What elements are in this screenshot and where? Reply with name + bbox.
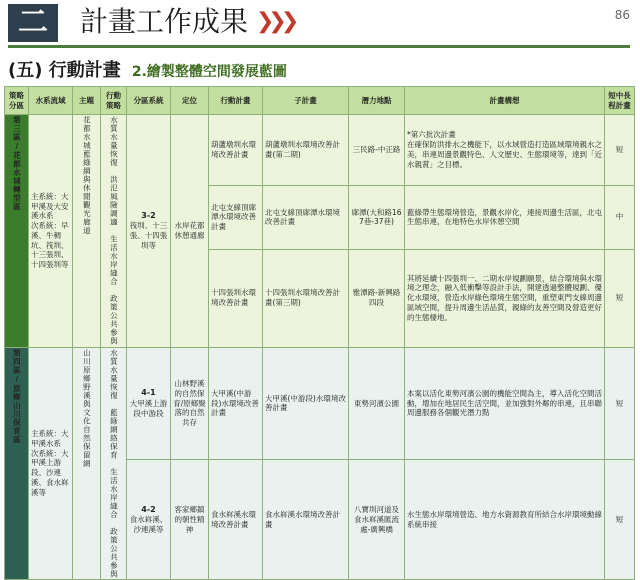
system-code: 4-1 [141,388,156,398]
system-cell [127,460,171,580]
table-row [5,115,635,186]
sub-plan-cell: 食水嵙溪水環境改善計畫 [263,460,349,580]
action-plan-table [4,86,635,580]
zone-cell: 第三區/花都水城轉型區 [5,115,29,348]
idea-cell: 本案以活化東勢河濱公園的機能空間為主，導入活化空間活動，增加在地居民生活空間，並加強對外鄰的串連，且串聯周邊服務各個觀光潛力點 [405,347,605,460]
table-header-row [5,87,635,115]
header-potential-site: 潛力地點 [349,87,405,115]
system-code: 4-2 [141,504,156,514]
position-cell: 水岸花都休憩通廊 [171,115,209,348]
system-name: 大甲溪上游段中游段 [129,398,168,418]
basin-cell: 主系統：大甲溪水系 次系統：大甲溪上游段、沙連溪、食水嵙溪等 [29,347,73,580]
title-underline [8,45,630,48]
site-cell: 八寶圳河道及食水嵙溪匯流處-廣興橋 [349,460,405,580]
plan-cell: 葫蘆墩圳水環境改善計畫 [209,115,263,186]
theme-cell: 花都水城藍綠網與休閒觀光廊道 [73,115,101,348]
term-cell: 短 [605,347,635,460]
header-sub-plan: 子計畫 [263,87,349,115]
idea-cell: 其將延續十四張圳一、二期水岸規劃願景，結合環境與水環境之理念，融入低衝擊等設計手法，開建透過整體規劃、優化水環境，營造水岸綠色環境生態空間，重塑東門支線周邊區域空間，提升周邊生活品質，親綠的友善空間及營造更好的生態棲地。 [405,249,605,347]
chevron-arrows-icon: ❯❯❯ [256,9,294,34]
plan-cell: 十四張圳水環境改善計畫 [209,249,263,347]
header-strategy-zone: 策略分區 [5,87,29,115]
position-cell: 客家鄉鎮的朝性精神 [171,460,209,580]
strategy-cell: 水質水量恢復 洪氾風險調適 生活水岸縫合 政策公共參與 [101,115,127,348]
theme-cell: 山川原鄉野溪與文化自然保留網 [73,347,101,580]
term-cell: 短 [605,460,635,580]
page-number: 86 [614,8,630,22]
system-code: 3-2 [141,210,156,220]
system-cell [127,347,171,460]
table-row [5,347,635,460]
header-plan-concept: 計畫構想 [405,87,605,115]
basin-cell: 主系統：大甲溪及大安溪水系 次系統：早溪、牛稠坑、筏圳、十三張圳、十四張圳等 [29,115,73,348]
site-cell: 三民路-中正路 [349,115,405,186]
header-zone-system: 分區系統 [127,87,171,115]
idea-cell: 藍綠帶生態環境營造，景觀水岸化，連接周邊生活區，北屯生態串連，在地特色水岸休憩空間 [405,185,605,249]
subtitle-row [8,56,287,82]
plan-cell: 北屯支線頂廍潭水環境改善計畫 [209,185,263,249]
sub-plan-cell: 北屯支線頂廍潭水環境改善計畫 [263,185,349,249]
position-cell: 山林野溪的自然保育/原鄉聚落的自然共存 [171,347,209,460]
idea-cell: *第六批次計畫 在確保防洪排水之機能下，以水域營造打造區域環境親水之美，串連周邊景觀特色、人文歷史、生態環境等，達到「近水親賞」之目標。 [405,115,605,186]
header-action-strategy: 行動策略 [101,87,127,115]
header-water-basin: 水系流域 [29,87,73,115]
system-name: 食水嵙溪、沙連溪等 [129,515,168,534]
title-bar [0,0,640,44]
header-positioning: 定位 [171,87,209,115]
idea-cell: 水生態水岸環境營造、地方水資源教育所結合水岸環境動線系統串接 [405,460,605,580]
system-name: 筏圳、十三張、十四張圳等 [129,221,168,250]
plan-cell: 大甲溪(中游段)水環境改善計畫 [209,347,263,460]
site-cell: 廍潭(大和路167巷-37巷) [349,185,405,249]
sub-plan-cell: 葫蘆墩圳水環境改善計畫(第二期) [263,115,349,186]
subtitle-section: 2.繪製整體空間發展藍圖 [131,64,287,80]
section-number-badge: 二 [8,4,58,42]
term-cell: 中 [605,185,635,249]
system-cell [127,115,171,348]
header-action-plan: 行動計畫 [209,87,263,115]
header-theme: 主題 [73,87,101,115]
strategy-cell: 水質水量恢復 藍綠網絡保育 生活水岸縫合 政策公共參與 [101,347,127,580]
zone-cell: 第四區/原鄉山川保育區 [5,347,29,580]
sub-plan-cell: 大甲溪(中游段)水環境改善計畫 [263,347,349,460]
sub-plan-cell: 十四張圳水環境改善計畫(第三期) [263,249,349,347]
plan-cell: 食水嵙溪水環境改善計畫 [209,460,263,580]
site-cell: 東勢河濱公園 [349,347,405,460]
site-cell: 雅潭路-新興路四段 [349,249,405,347]
section-title: 計畫工作成果 [80,5,249,38]
subtitle-main: (五) 行動計畫 [8,60,121,81]
term-cell: 短 [605,249,635,347]
header-term: 短中長程計畫 [605,87,635,115]
term-cell: 短 [605,115,635,186]
